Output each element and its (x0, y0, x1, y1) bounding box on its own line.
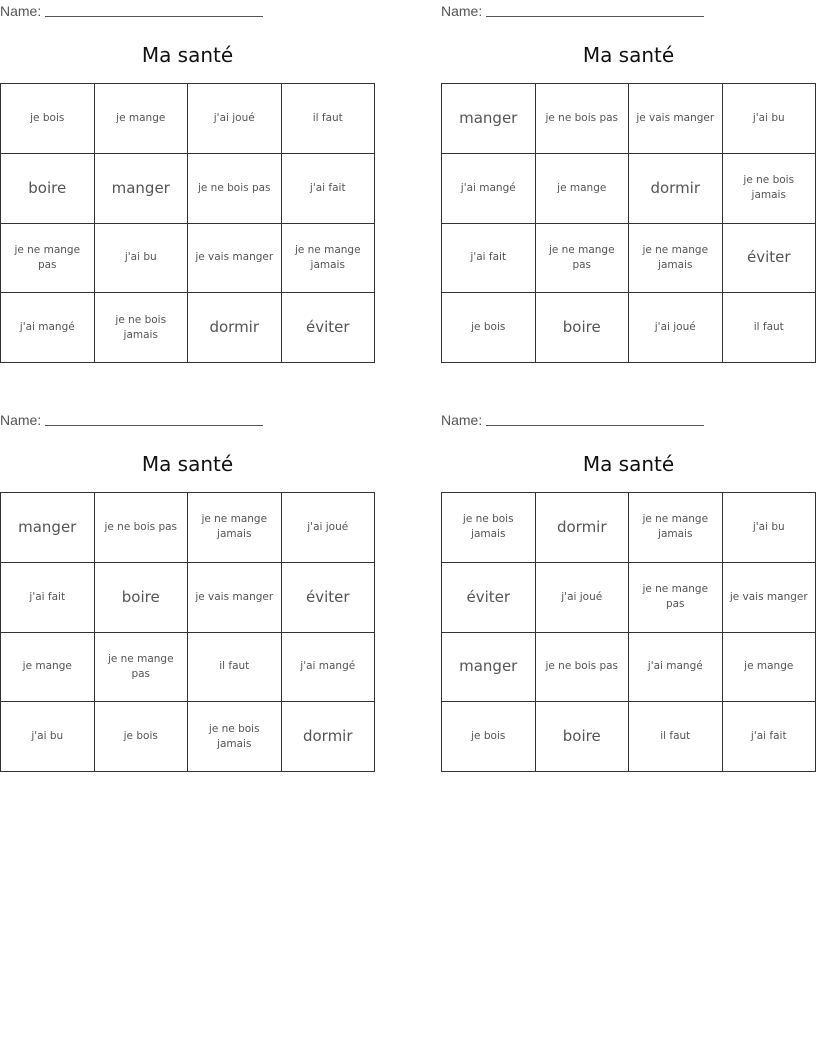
grid-cell: éviter (442, 563, 536, 633)
grid-cell: je ne mange jamais (188, 493, 282, 563)
bingo-grid (0, 492, 375, 772)
grid-cell: j'ai fait (282, 154, 376, 224)
grid-cell: je vais manger (188, 224, 282, 294)
grid-cell: je mange (723, 633, 816, 703)
name-field-label: Name: (0, 412, 42, 428)
grid-cell: dormir (188, 293, 282, 363)
name-field-label: Name: (441, 3, 483, 19)
grid-cell: j'ai joué (282, 493, 376, 563)
name-write-line[interactable] (45, 16, 263, 17)
grid-cell: je ne bois jamais (442, 493, 536, 563)
grid-cell: manger (1, 493, 95, 563)
grid-cell: j'ai mangé (282, 633, 376, 703)
grid-cell: je ne bois pas (95, 493, 189, 563)
bingo-grid (441, 83, 816, 363)
grid-cell: je ne bois jamais (95, 293, 189, 363)
grid-cell: manger (95, 154, 189, 224)
grid-cell: je ne mange pas (629, 563, 723, 633)
bingo-grid (0, 83, 375, 363)
grid-cell: j'ai joué (629, 293, 723, 363)
grid-cell: dormir (282, 702, 376, 772)
grid-cell: j'ai joué (188, 84, 282, 154)
grid-cell: il faut (629, 702, 723, 772)
grid-cell: je vais manger (723, 563, 816, 633)
grid-cell: je vais manger (188, 563, 282, 633)
grid-cell: dormir (629, 154, 723, 224)
bingo-grid (441, 492, 816, 772)
grid-cell: je ne mange pas (95, 633, 189, 703)
grid-cell: il faut (188, 633, 282, 703)
grid-cell: il faut (282, 84, 376, 154)
card-title: Ma santé (582, 43, 675, 67)
grid-cell: boire (536, 702, 630, 772)
card-title: Ma santé (141, 43, 234, 67)
grid-cell: je ne bois pas (536, 84, 630, 154)
card-title: Ma santé (141, 452, 234, 476)
grid-cell: je ne bois jamais (188, 702, 282, 772)
grid-cell: éviter (723, 224, 816, 294)
grid-cell: je bois (442, 702, 536, 772)
grid-cell: je ne mange pas (536, 224, 630, 294)
grid-cell: j'ai bu (1, 702, 95, 772)
grid-cell: je bois (95, 702, 189, 772)
card-title: Ma santé (582, 452, 675, 476)
grid-cell: j'ai mangé (1, 293, 95, 363)
grid-cell: je mange (536, 154, 630, 224)
grid-cell: je mange (1, 633, 95, 703)
grid-cell: je vais manger (629, 84, 723, 154)
name-field-label: Name: (0, 3, 42, 19)
grid-cell: boire (95, 563, 189, 633)
grid-cell: boire (1, 154, 95, 224)
grid-cell: j'ai bu (723, 493, 816, 563)
grid-cell: je ne mange jamais (629, 493, 723, 563)
grid-cell: je bois (442, 293, 536, 363)
name-write-line[interactable] (486, 16, 704, 17)
grid-cell: je ne bois pas (188, 154, 282, 224)
grid-cell: j'ai fait (1, 563, 95, 633)
grid-cell: je ne bois jamais (723, 154, 816, 224)
grid-cell: je mange (95, 84, 189, 154)
grid-cell: manger (442, 84, 536, 154)
grid-cell: boire (536, 293, 630, 363)
grid-cell: il faut (723, 293, 816, 363)
grid-cell: je ne mange jamais (282, 224, 376, 294)
grid-cell: manger (442, 633, 536, 703)
name-write-line[interactable] (45, 425, 263, 426)
grid-cell: éviter (282, 563, 376, 633)
grid-cell: éviter (282, 293, 376, 363)
grid-cell: j'ai joué (536, 563, 630, 633)
grid-cell: je ne bois pas (536, 633, 630, 703)
grid-cell: dormir (536, 493, 630, 563)
grid-cell: j'ai mangé (629, 633, 723, 703)
grid-cell: j'ai fait (723, 702, 816, 772)
name-field-label: Name: (441, 412, 483, 428)
grid-cell: je ne mange jamais (629, 224, 723, 294)
grid-cell: j'ai bu (723, 84, 816, 154)
grid-cell: j'ai mangé (442, 154, 536, 224)
grid-cell: je ne mange pas (1, 224, 95, 294)
grid-cell: je bois (1, 84, 95, 154)
grid-cell: j'ai fait (442, 224, 536, 294)
name-write-line[interactable] (486, 425, 704, 426)
grid-cell: j'ai bu (95, 224, 189, 294)
